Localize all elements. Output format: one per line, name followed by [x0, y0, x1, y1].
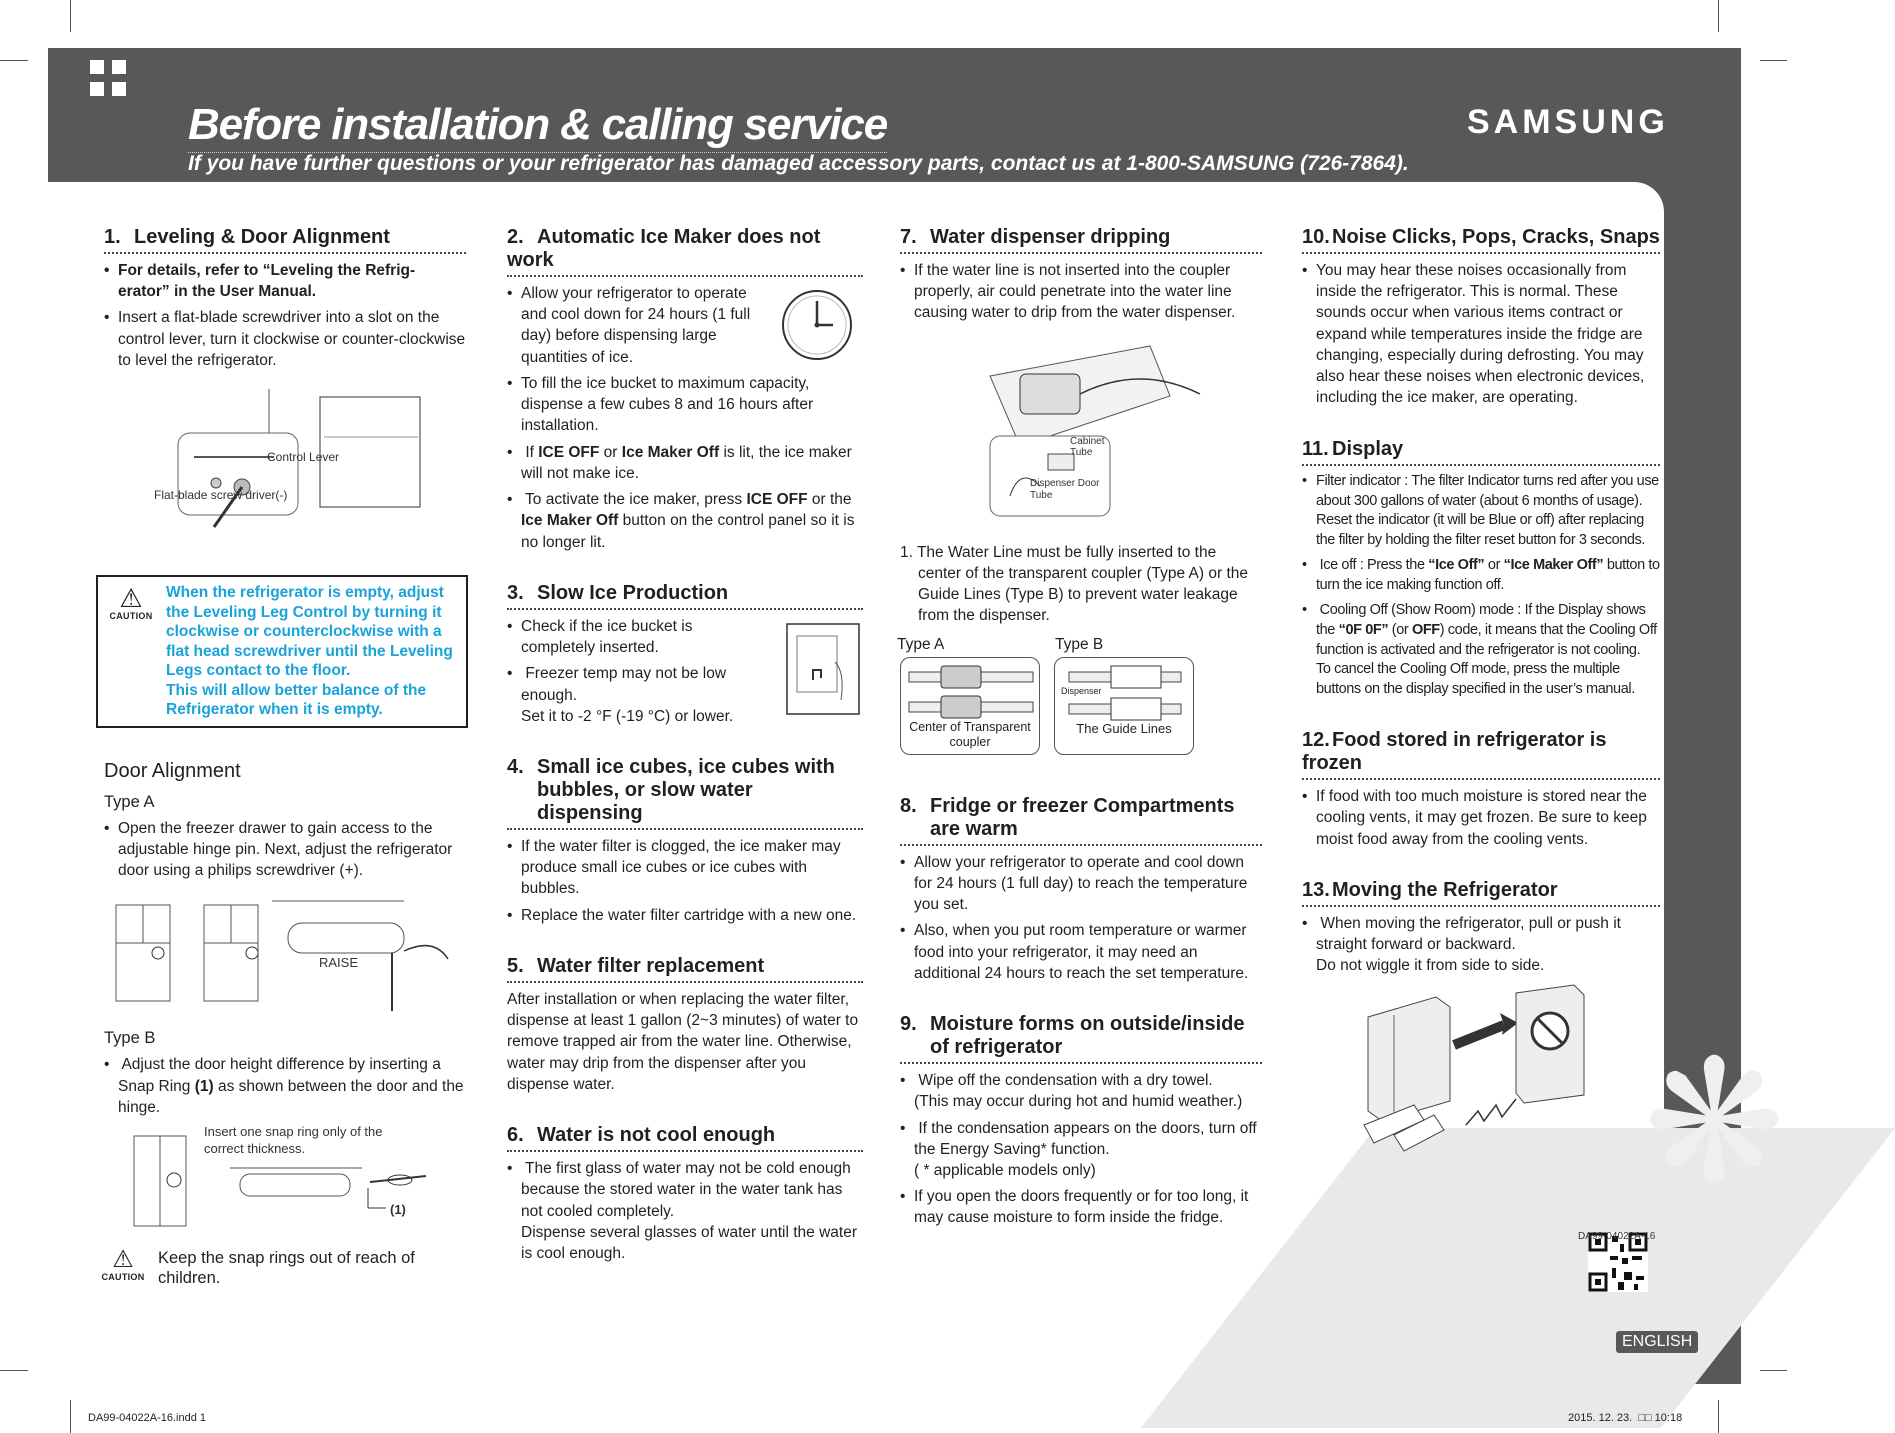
bullet-text: button to turn the ice making function off.	[1316, 557, 1660, 593]
section-title: Leveling & Door Alignment	[134, 226, 390, 248]
bullet-text-bold: Ice Maker Off	[521, 512, 619, 530]
bullet-item	[900, 1118, 1262, 1182]
bullet-text-bold: Ice Maker Off	[621, 443, 720, 461]
section-heading-2	[507, 226, 863, 277]
section-heading-6	[507, 1124, 863, 1152]
bullet-item	[1302, 601, 1660, 700]
section-title: Water is not cool enough	[537, 1124, 776, 1147]
moving-fridge-illustration	[1354, 985, 1594, 1145]
crop-mark	[1760, 1370, 1787, 1371]
type-a-heading: Type A	[104, 792, 155, 811]
section-heading-5	[507, 955, 863, 983]
paragraph: After installation or when replacing the water filter, dispense at least 1 gallon (2~3 minutes) of water to remove trapped air from the water line. Otherwise, water may drip from the dispenser after you dispense water.	[507, 990, 859, 1093]
bullet-item: • Allow your refrigerator to operate and cool down for 24 hours (1 full day) before dispensing large quantities of ice.	[507, 283, 752, 368]
coupler-a-illustration	[901, 658, 1041, 728]
title-bullet-icon	[90, 60, 130, 100]
section-heading-4	[507, 756, 863, 830]
qr-code-label: DA99-04022A-16	[1578, 1231, 1656, 1242]
section-number: 7.	[900, 226, 917, 248]
bullet-text: Dispense several glasses of water until the water is cool enough.	[521, 1223, 857, 1263]
bullet-text: The first glass of water may not be cold enough because the stored water in the water tank has not cooled completely.	[521, 1160, 851, 1220]
column-4	[1302, 226, 1660, 1145]
bullet-item: • You may hear these noises occasionally from inside the refrigerator. This is normal. These sounds occur when various items contract or expand while temperatures inside the fridge are changing, especially during defrosting. You may also hear these noises when electronic devices, including the ice maker, are operating.	[1302, 260, 1660, 409]
caution-icon: ⚠ CAUTION	[104, 583, 158, 720]
door-alignment-figure	[104, 893, 466, 1019]
section-number: 5.	[507, 954, 524, 977]
bullet-text-bold: OFF	[1411, 621, 1440, 638]
type-b-heading: Type B	[104, 1029, 156, 1048]
bullet-item: • Filter indicator : The filter Indicator turns red after you use about 300 gallons of water (about 6 months of usage). Reset the indicator (it will be Blue or off) after replacing the filter by holding the filter reset button for 3 seconds.	[1302, 472, 1660, 551]
bullet-item: • Allow your refrigerator to operate and cool down for 24 hours (1 full day) to reach the temperature you set.	[900, 852, 1262, 916]
language-badge: ENGLISH	[1616, 1331, 1698, 1353]
bullet-text: or the	[807, 491, 852, 509]
bullet-text: If the condensation appears on the doors, turn off the Energy Saving* function.	[914, 1119, 1257, 1158]
control-lever-label: Control Lever	[267, 450, 340, 465]
bullet-text: ( * applicable models only)	[914, 1161, 1096, 1179]
bullet-item	[900, 1070, 1262, 1112]
section-number: 3.	[507, 581, 524, 604]
bullet-text: or	[599, 443, 622, 461]
bullet-text: When moving the refrigerator, pull or push it straight forward or backward.	[1316, 914, 1621, 954]
leveling-figure	[104, 377, 466, 547]
section-number: 13.	[1302, 878, 1330, 901]
raise-label: RAISE	[319, 955, 359, 971]
bullet-text: If	[525, 443, 539, 461]
bullet-text: (This may occur during hot and humid weather.)	[914, 1093, 1243, 1111]
caution-text-1: When the refrigerator is empty, adjust the Leveling Leg Control by turning it clockwise or counterclockwise with a flat head screwdriver until the Leveling Legs contact to the floor.	[166, 584, 453, 680]
section-title: Automatic Ice Maker does not work	[507, 226, 821, 271]
section-title: Water dispenser dripping	[930, 226, 1171, 248]
section-number: 2.	[507, 226, 524, 248]
bullet-item	[507, 1158, 863, 1264]
bullet-text: Do not wiggle it from side to side.	[1316, 957, 1545, 975]
caution-box	[96, 575, 468, 728]
bullet-text: is lit, the ice maker will not make ice.	[521, 443, 852, 482]
bullet-item: • Also, when you put room temperature or warmer food into your refrigerator, it may need an additional 24 hours to reach the set temperature.	[900, 920, 1262, 984]
section-title: Display	[1332, 437, 1404, 460]
page-title: Before installation & calling service	[188, 100, 887, 153]
bullet-item	[1302, 913, 1660, 977]
crop-mark	[1760, 60, 1787, 61]
snap-ring-figure	[104, 1124, 466, 1234]
section-title: Moving the Refrigerator	[1332, 878, 1558, 901]
screwdriver-label: Flat-blade screw driver(-)	[154, 488, 288, 503]
caution-label: CAUTION	[109, 611, 153, 622]
section-number: 1.	[104, 226, 121, 248]
bullet-item	[507, 663, 747, 727]
caution-text-2: This will allow better balance of the Refrigerator when it is empty.	[166, 681, 427, 719]
bullet-item: • Replace the water filter cartridge with a new one.	[507, 905, 863, 926]
caution-icon: ⚠ CAUTION	[96, 1246, 150, 1294]
section-number: 6.	[507, 1124, 524, 1147]
bullet-item: • If the water line is not inserted into the coupler properly, air could penetrate into the water line causing water to drip from the water dispenser.	[900, 260, 1262, 324]
section-number: 4.	[507, 755, 524, 778]
caution-text: Keep the snap rings out of reach of children.	[158, 1249, 415, 1287]
bullet-text-bold: “0F 0F”	[1338, 621, 1389, 638]
cabinet-tube-label: Cabinet Tube	[1070, 435, 1105, 458]
section-heading-8	[900, 795, 1262, 846]
freezer-illustration	[785, 622, 861, 716]
section-title: Moisture forms on outside/inside of refrigerator	[930, 1013, 1245, 1059]
snap-ring-note: Insert one snap ring only of the correct thickness.	[204, 1124, 383, 1157]
section-heading-13	[1302, 879, 1660, 907]
section-title: Water filter replacement	[537, 954, 765, 977]
dispenser-label: Dispenser	[1061, 685, 1102, 696]
bullet-item: • If you open the doors frequently or for too long, it may cause moisture to form inside the fridge.	[900, 1186, 1262, 1228]
type-b-label: Type B	[1055, 635, 1104, 653]
type-a-box	[897, 635, 1040, 755]
bullet-item	[104, 1054, 466, 1118]
caution-text	[166, 583, 458, 720]
clock-icon	[779, 287, 855, 363]
bullet-item: • Insert a flat-blade screwdriver into a slot on the control lever, turn it clockwise or counter-clockwise to level the refrigerator.	[104, 307, 466, 371]
bullet-text: (or	[1388, 621, 1412, 638]
bullet-item: • Open the freezer drawer to gain access to the adjustable hinge pin. Next, adjust the refrigerator door using a philips screwdriver (+).	[104, 818, 466, 882]
coupler-caption: Center of Transparent coupler	[909, 719, 1031, 749]
type-a-label: Type A	[897, 635, 945, 653]
guide-lines-caption: The Guide Lines	[1076, 720, 1172, 736]
bullet-item	[507, 442, 863, 484]
section-heading-9	[900, 1013, 1262, 1064]
bullet-text-bold: ICE OFF	[538, 443, 600, 461]
door-alignment-illustration	[104, 893, 466, 1019]
section-heading-12	[1302, 729, 1660, 780]
bullet-text: or	[1484, 557, 1504, 574]
bullet-item: • Check if the ice bucket is completely inserted.	[507, 616, 727, 658]
bullet-text: To activate the ice maker, press	[525, 491, 747, 509]
section-title: Food stored in refrigerator is frozen	[1302, 729, 1607, 775]
section-number: 8.	[900, 794, 917, 817]
section-number: 11.	[1302, 437, 1329, 460]
bullet-text: Ice off : Press the	[1319, 557, 1429, 574]
bullet-item: • If food with too much moisture is stored near the cooling vents, it may get frozen. Be sure to keep moist food away from the cooling vents.	[1302, 786, 1660, 850]
bullet-text-bold: “Ice Off”	[1428, 557, 1485, 574]
door-alignment-heading: Door Alignment	[104, 759, 241, 782]
footer-left: DA99-04022A-16.indd 1	[88, 1412, 207, 1424]
crop-mark	[0, 60, 28, 61]
bullet-text-bold: ICE OFF	[746, 491, 808, 509]
coupler-types	[897, 635, 1262, 755]
bullet-text-bold: “Ice Maker Off”	[1503, 557, 1604, 574]
crop-mark	[0, 1370, 28, 1371]
section-heading-1	[104, 226, 466, 254]
section-title: Noise Clicks, Pops, Cracks, Snaps	[1332, 226, 1660, 248]
type-b-box	[1054, 635, 1194, 755]
crop-mark	[1718, 1400, 1719, 1433]
bullet-item: • To fill the ice bucket to maximum capacity, dispense a few cubes 8 and 16 hours after installation.	[507, 373, 863, 437]
section-title: Fridge or freezer Compartments are warm	[930, 794, 1235, 840]
bullet-text: ) code, it means that the Cooling Off function is activated and the refrigerator is not cooling.	[1316, 621, 1657, 658]
water-line-figure	[900, 336, 1262, 536]
bullet-text: Wipe off the condensation with a dry towel.	[918, 1072, 1213, 1090]
section-heading-3	[507, 582, 863, 610]
column-2	[507, 226, 863, 1269]
bullet-item	[507, 489, 863, 553]
numbered-note: 1. The Water Line must be fully inserted to the center of the transparent coupler (Type A) or the Guide Lines (Type B) to prevent water leakage from the dispenser.	[900, 543, 1248, 625]
bullet-item	[1302, 556, 1660, 596]
snap-ring-callout: (1)	[390, 1202, 406, 1218]
bullet-text: Cooling Off (Show Room) mode : If the Display shows the	[1316, 601, 1646, 638]
bullet-text: Set it to -2 °F (-19 °C) or lower.	[521, 707, 734, 725]
bullet-text: Freezer temp may not be low enough.	[521, 665, 727, 704]
crop-mark	[70, 1400, 71, 1433]
bullet-text: To cancel the Cooling Off mode, press the multiple buttons on the display specified in the user’s manual.	[1316, 661, 1635, 698]
footer-right: 2015. 12. 23. □□ 10:18	[1568, 1412, 1683, 1424]
section-heading-11	[1302, 438, 1660, 466]
section-number: 9.	[900, 1013, 917, 1036]
snowflake-icon: ❋	[1643, 1028, 1786, 1218]
dispenser-tube-label: Dispenser Door Tube	[1030, 477, 1100, 501]
caution-note-2	[96, 1246, 466, 1294]
bullet-text: as shown between the door and the hinge.	[118, 1077, 464, 1116]
bullet-text: Adjust the door height difference by inserting a Snap Ring	[118, 1056, 441, 1095]
section-title: Small ice cubes, ice cubes with bubbles, or slow water dispensing	[537, 755, 835, 824]
bullet-text-bold: (1)	[194, 1077, 214, 1095]
bullet-item: • If the water filter is clogged, the ice maker may produce small ice cubes or ice cubes with bubbles.	[507, 836, 863, 900]
crop-mark	[1718, 0, 1719, 32]
column-1	[101, 226, 466, 1300]
bullet-item: • For details, refer to “Leveling the Refrig-erator” in the User Manual.	[104, 260, 466, 302]
caution-label: CAUTION	[101, 1272, 145, 1283]
section-heading-7	[900, 226, 1262, 254]
bullet-text: button on the control panel so it is no longer lit.	[521, 512, 855, 551]
crop-mark	[70, 0, 71, 32]
section-number: 10.	[1302, 226, 1330, 248]
samsung-logo: SAMSUNG	[1467, 103, 1669, 141]
section-title: Slow Ice Production	[537, 581, 729, 604]
section-number: 12.	[1302, 729, 1330, 752]
section-heading-10	[1302, 226, 1660, 254]
page-subtitle: If you have further questions or your refrigerator has damaged accessory parts, contact us at 1-800-SAMSUNG (726-7864).	[188, 152, 1409, 175]
column-3	[897, 226, 1262, 1234]
